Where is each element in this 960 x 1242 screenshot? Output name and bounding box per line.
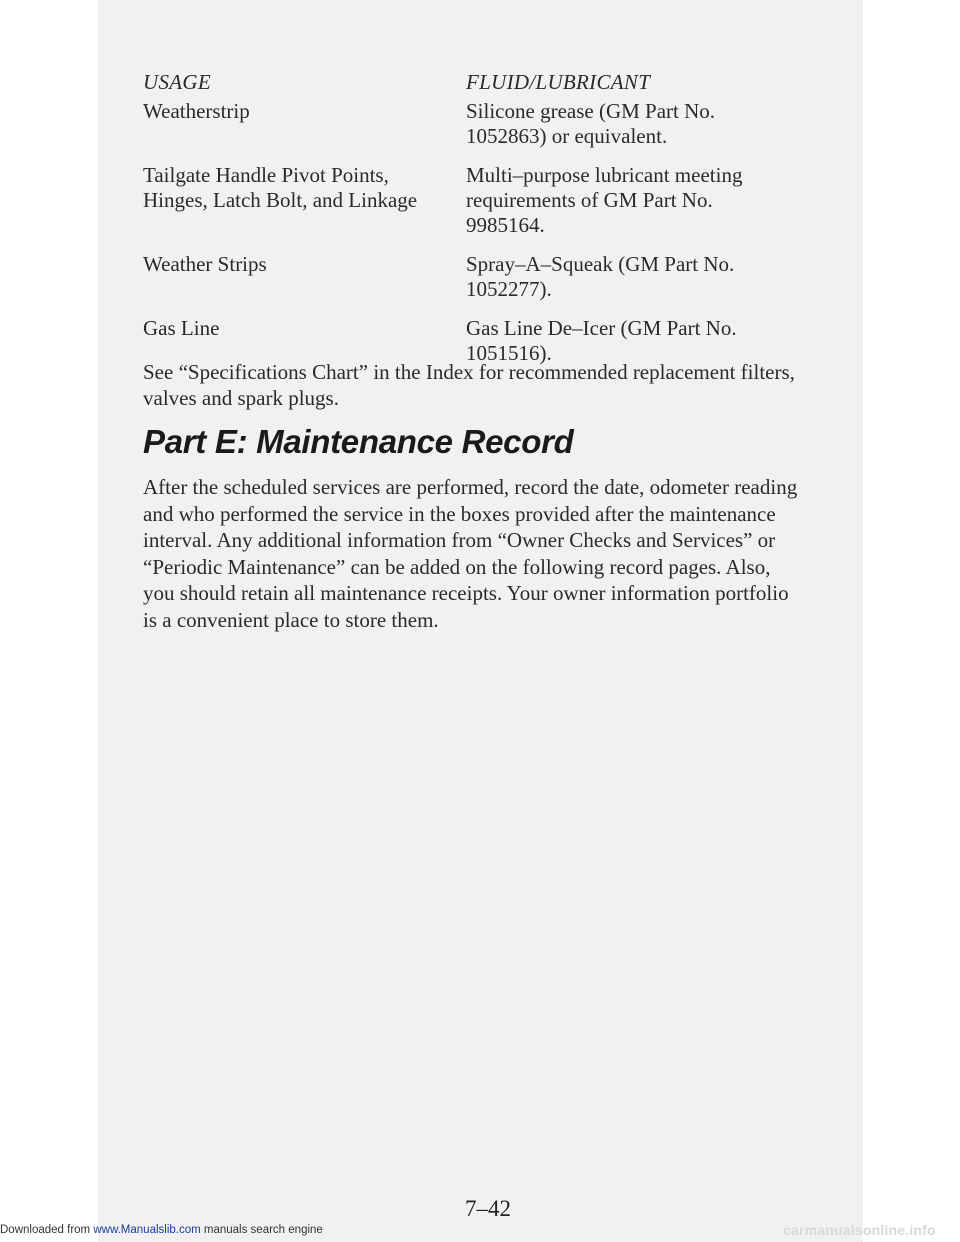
maintenance-record-paragraph: After the scheduled services are performed, record the date, odometer reading and who performed the service in the boxes provided after the maintenance interval. Any additional information from “Owner Checks and Services” or “Periodic Maintenance” can be added on the following record pages. Also, you should retain all maintenance receipts. Your owner information portfolio is a convenient place to store them. — [143, 475, 798, 632]
table-row — [143, 99, 823, 149]
usage-cell: Tailgate Handle Pivot Points, Hinges, Latch Bolt, and Linkage — [143, 163, 418, 212]
footer-prefix: Downloaded from — [0, 1224, 94, 1236]
fluid-cell: Silicone grease (GM Part No. 1052863) or equivalent. — [466, 99, 716, 148]
page-number: 7–42 — [465, 1196, 511, 1221]
section-title: Part E: Maintenance Record — [143, 423, 574, 460]
header-usage: USAGE — [143, 70, 211, 94]
header-fluid-lubricant: FLUID/LUBRICANT — [466, 70, 651, 94]
table-row — [143, 163, 823, 238]
footer-suffix: manuals search engine — [200, 1224, 323, 1236]
table-row — [143, 252, 823, 302]
fluid-cell: Gas Line De–Icer (GM Part No. 1051516). — [466, 316, 737, 365]
download-footer — [0, 1224, 323, 1236]
fluid-cell: Multi–purpose lubricant meeting requirements of GM Part No. 9985164. — [466, 163, 743, 237]
lubricant-table — [143, 70, 823, 380]
manualslib-link[interactable]: www.Manualslib.com — [93, 1224, 201, 1236]
usage-cell: Weather Strips — [143, 252, 267, 276]
usage-cell: Gas Line — [143, 316, 220, 340]
fluid-cell: Spray–A–Squeak (GM Part No. 1052277). — [466, 252, 735, 301]
usage-cell: Weatherstrip — [143, 99, 250, 123]
watermark: carmanualsonline.info — [783, 1222, 936, 1238]
specifications-note: See “Specifications Chart” in the Index for recommended replacement filters, valves and spark plugs. — [143, 360, 795, 410]
table-header-row — [143, 70, 823, 95]
